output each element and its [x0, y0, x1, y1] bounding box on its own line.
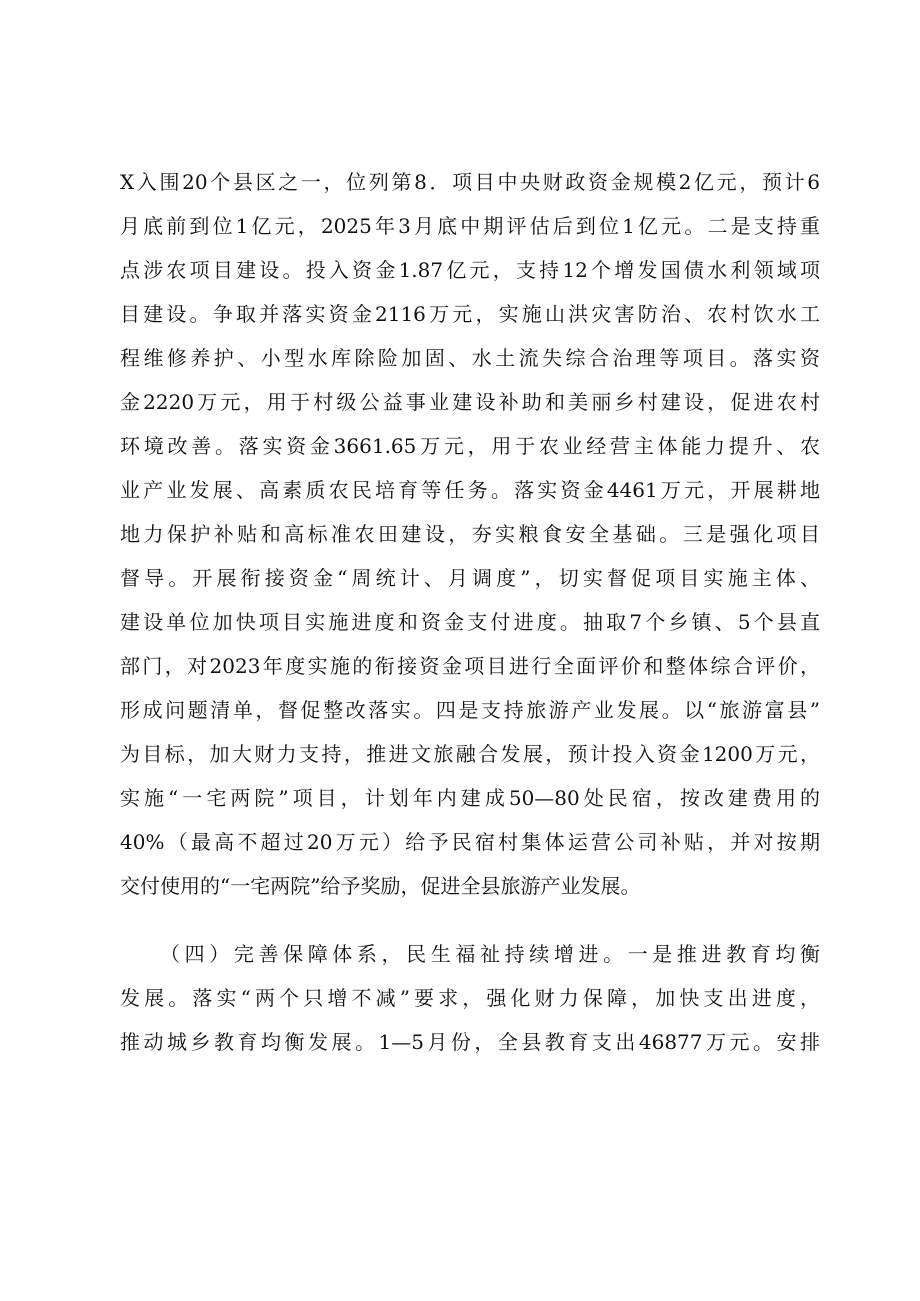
- text-line: 月底前到位1亿元，2025年3月底中期评估后到位1亿元。二是支持重: [120, 214, 820, 238]
- text-line: 金2220万元，用于村级公益事业建设补助和美丽乡村建设，促进农村: [120, 390, 820, 414]
- text-line: 40%（最高不超过20万元）给予民宿村集体运营公司补贴，并对按期: [120, 830, 820, 854]
- text-line: 业产业发展、高素质农民培育等任务。落实资金4461万元，开展耕地: [120, 478, 820, 502]
- text-line: 发展。落实“两个只增不减”要求，强化财力保障，加快支出进度，: [120, 986, 820, 1010]
- text-line: 交付使用的“一宅两院”给予奖励，促进全县旅游产业发展。: [120, 874, 641, 898]
- text-line: 目建设。争取并落实资金2116万元，实施山洪灾害防治、农村饮水工: [120, 302, 820, 326]
- text-line: 建设单位加快项目实施进度和资金支付进度。抽取7个乡镇、5个县直: [120, 610, 820, 634]
- text-line: 为目标，加大财力支持，推进文旅融合发展，预计投入资金1200万元，: [120, 742, 820, 766]
- text-line: 程维修养护、小型水库除险加固、水土流失综合治理等项目。落实资: [120, 346, 820, 370]
- text-line: 环境改善。落实资金3661.65万元，用于农业经营主体能力提升、农: [120, 434, 820, 458]
- text-line: 点涉农项目建设。投入资金1.87亿元，支持12个增发国债水利领域项: [120, 258, 820, 282]
- section-heading-line: （四）完善保障体系，民生福祉持续增进。一是推进教育均衡: [160, 942, 820, 966]
- text-line: 推动城乡教育均衡发展。1—5月份，全县教育支出46877万元。安排: [120, 1030, 820, 1054]
- text-line: X入围20个县区之一，位列第8．项目中央财政资金规模2亿元，预计6: [120, 170, 820, 194]
- text-line: 地力保护补贴和高标准农田建设，夯实粮食安全基础。三是强化项目: [120, 522, 820, 546]
- text-line: 部门，对2023年度实施的衔接资金项目进行全面评价和整体综合评价，: [120, 654, 820, 678]
- text-line: 督导。开展衔接资金“周统计、月调度”，切实督促项目实施主体、: [120, 566, 820, 590]
- text-line: 形成问题清单，督促整改落实。四是支持旅游产业发展。以“旅游富县”: [120, 698, 820, 722]
- text-line: 实施“一宅两院”项目，计划年内建成50—80处民宿，按改建费用的: [120, 786, 820, 810]
